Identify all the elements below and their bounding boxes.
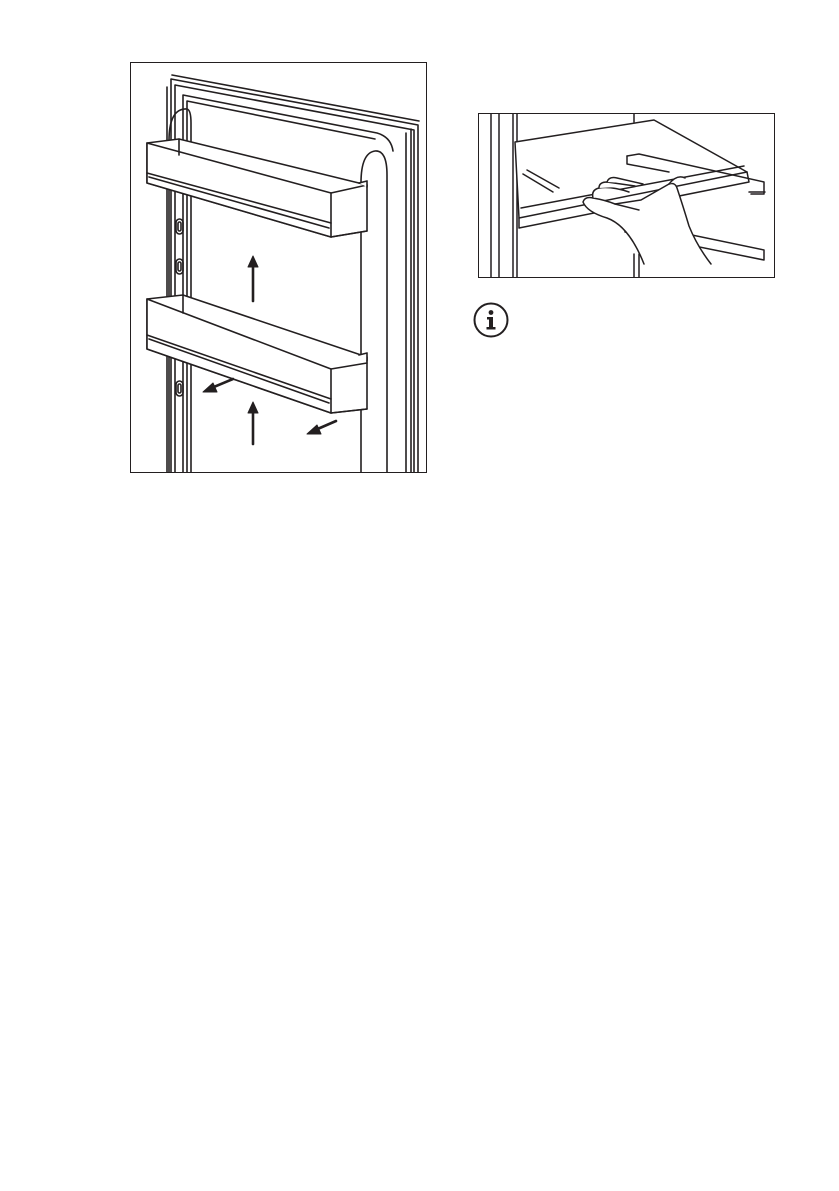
info-icon	[473, 302, 509, 338]
door-balcony-shelves-illustration	[131, 63, 427, 473]
glass-shelf-removal-illustration	[479, 114, 775, 278]
door-shelves-figure	[130, 62, 427, 473]
glass-shelf-figure	[478, 113, 775, 278]
arrow-up-upper-icon	[248, 256, 258, 301]
arrow-up-lower-icon	[248, 402, 258, 444]
arrow-out-left-icon	[203, 379, 233, 392]
arrow-out-right-icon	[307, 421, 336, 434]
